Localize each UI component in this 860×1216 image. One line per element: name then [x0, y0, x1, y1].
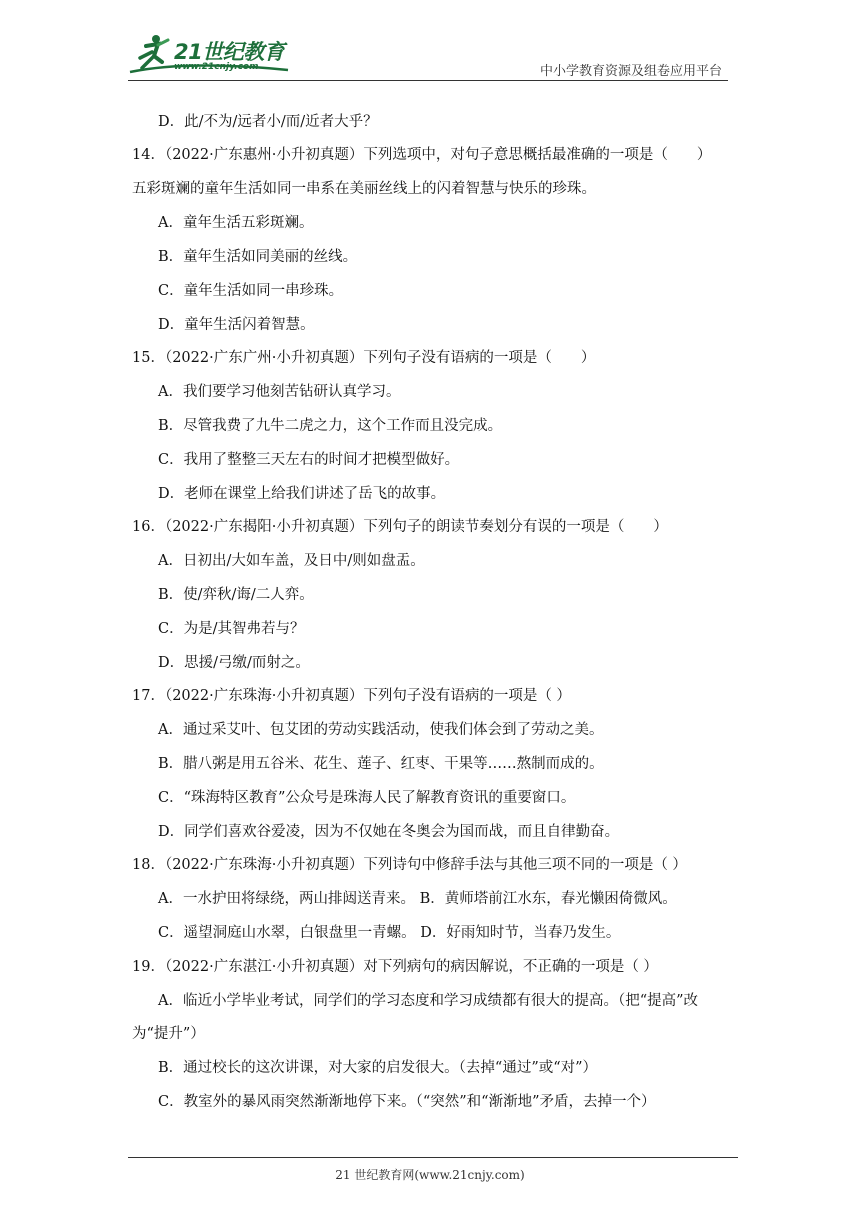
footer-divider [128, 1157, 738, 1158]
question-17-option-c: C．“珠海特区教育”公众号是珠海人民了解教育资讯的重要窗口。 [158, 790, 576, 806]
question-19-option-b: B．通过校长的这次讲课，对大家的启发很大。（去掉“通过”或“对”） [158, 1060, 598, 1076]
question-17-option-a: A．通过采艾叶、包艾团的劳动实践活动，使我们体会到了劳动之美。 [158, 722, 604, 738]
question-16: 16．（2022·广东揭阳·小升初真题）下列句子的朗读节奏划分有误的一项是（ ） [132, 519, 668, 535]
page-footer: 21 世纪教育网(www.21cnjy.com) [335, 1168, 525, 1182]
question-14: 14．（2022·广东惠州·小升初真题）下列选项中，对句子意思概括最准确的一项是（ ） [132, 147, 712, 163]
page-header [128, 30, 728, 81]
question-14-sentence: 五彩斑斓的童年生活如同一串系在美丽丝线上的闪着智慧与快乐的珍珠。 [132, 181, 596, 197]
question-15-option-d: D．老师在课堂上给我们讲述了岳飞的故事。 [158, 486, 446, 502]
question-14-option-d: D．童年生活闪着智慧。 [158, 317, 315, 333]
question-19-option-c: C．教室外的暴风雨突然渐渐地停下来。（“突然”和“渐渐地”矛盾，去掉一个） [158, 1094, 656, 1110]
question-19-option-a: A．临近小学毕业考试，同学们的学习态度和学习成绩都有很大的提高。（把“提高”改 [158, 993, 699, 1009]
question-17-option-b: B．腊八粥是用五谷米、花生、莲子、红枣、干果等……熬制而成的。 [158, 756, 604, 772]
question-19: 19．（2022·广东湛江·小升初真题）对下列病句的病因解说，不正确的一项是（ ） [132, 959, 658, 975]
question-17: 17．（2022·广东珠海·小升初真题）下列句子没有语病的一项是（ ） [132, 688, 571, 704]
question-14-option-a: A．童年生活五彩斑斓。 [158, 215, 314, 231]
question-16-option-a: A．日初出/大如车盖，及日中/则如盘盂。 [158, 553, 425, 569]
question-18-options-ab: A．一水护田将绿绕，两山排闼送青来。 B．黄师塔前江水东，春光懒困倚微风。 [158, 891, 677, 907]
question-19-option-a-continued: 为“提升”） [132, 1026, 205, 1042]
question-16-option-c: C．为是/其智弗若与？ [158, 621, 305, 637]
question-15-option-c: C．我用了整整三天左右的时间才把模型做好。 [158, 452, 460, 468]
question-16-option-d: D．思援/弓缴/而射之。 [158, 655, 310, 671]
question-15: 15．（2022·广东广州·小升初真题）下列句子没有语病的一项是（ ） [132, 350, 596, 366]
question-18: 18．（2022·广东珠海·小升初真题）下列诗句中修辞手法与其他三项不同的一项是（ ） [132, 857, 687, 873]
header-platform-text: 中小学教育资源及组卷应用平台 [539, 64, 722, 79]
question-16-option-b: B．使/弈秋/诲/二人弈。 [158, 587, 314, 603]
question-15-option-b: B．尽管我费了九牛二虎之力，这个工作而且没完成。 [158, 418, 503, 434]
question-17-option-d: D．同学们喜欢谷爱凌，因为不仅她在冬奥会为国而战，而且自律勤奋。 [158, 824, 620, 840]
question-14-option-b: B．童年生活如同美丽的丝线。 [158, 249, 358, 265]
question-14-option-c: C．童年生活如同一串珍珠。 [158, 283, 344, 299]
logo-text: 21世纪教育 [174, 40, 285, 64]
question-18-options-cd: C．遥望洞庭山水翠，白银盘里一青螺。 D．好雨知时节，当春乃发生。 [158, 925, 621, 941]
question-15-option-a: A．我们要学习他刻苦钻研认真学习。 [158, 384, 401, 400]
option-line: D．此/不为/远者小/而/近者大乎？ [158, 114, 378, 130]
logo-url: www.21cnjy.com [174, 62, 259, 72]
